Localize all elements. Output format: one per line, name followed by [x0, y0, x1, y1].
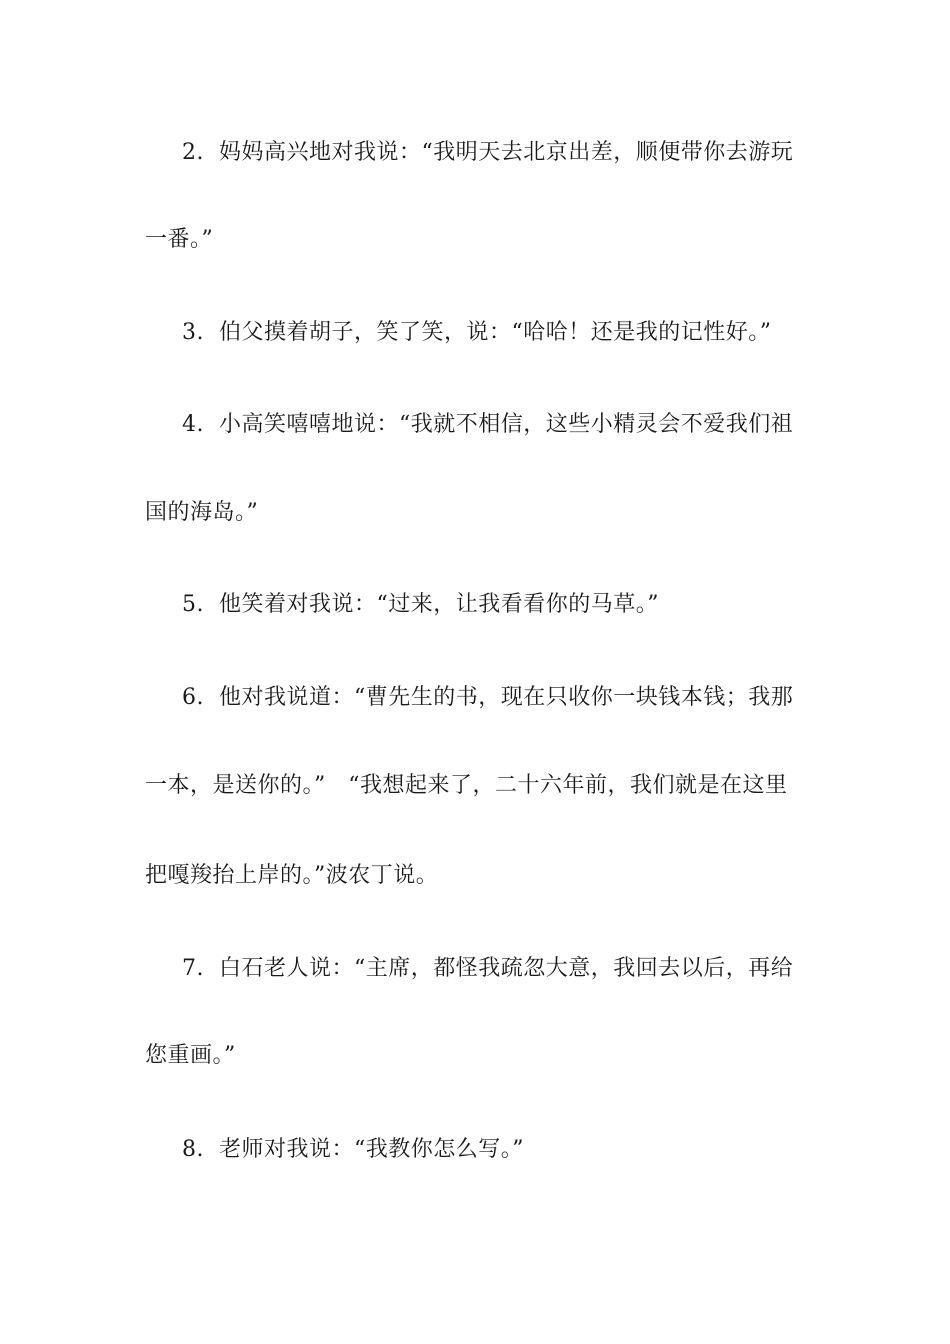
item-text: 小高笑嘻嘻地说：“我就不相信，这些小精灵会不爱我们祖: [219, 412, 794, 437]
item-number: 4.: [182, 412, 204, 437]
item-text: 国的海岛。”: [145, 500, 259, 525]
item-number: 2.: [182, 140, 204, 165]
item-4-line-1: [182, 410, 852, 440]
item-6-line-1: [182, 683, 852, 713]
item-text: 您重画。”: [145, 1043, 236, 1068]
item-text: 老师对我说：“我教你怎么写。”: [219, 1137, 524, 1162]
item-3-line-1: [182, 318, 852, 348]
item-4-line-2: [145, 498, 815, 528]
item-text: 一番。”: [145, 227, 214, 252]
item-2-line-1: [182, 138, 852, 168]
item-text: 一本，是送你的。” “我想起来了，二十六年前，我们就是在这里: [145, 773, 788, 798]
item-6-line-2: [145, 771, 815, 801]
item-number: 7.: [182, 956, 204, 981]
item-7-line-1: [182, 954, 852, 984]
item-number: 8.: [182, 1137, 204, 1162]
item-text: 他对我说道：“曹先生的书，现在只收你一块钱本钱；我那: [219, 685, 794, 710]
item-5-line-1: [182, 590, 852, 620]
item-text: 伯父摸着胡子，笑了笑，说：“哈哈！还是我的记性好。”: [219, 320, 772, 345]
item-number: 6.: [182, 685, 204, 710]
item-2-line-2: [145, 225, 815, 255]
item-text: 他笑着对我说：“过来，让我看看你的马草。”: [219, 592, 659, 617]
item-text: 妈妈高兴地对我说：“我明天去北京出差，顺便带你去游玩: [219, 140, 794, 165]
item-8-line-1: [182, 1135, 852, 1165]
item-number: 5.: [182, 592, 204, 617]
item-text: 白石老人说：“主席，都怪我疏忽大意，我回去以后，再给: [219, 956, 794, 981]
item-7-line-2: [145, 1041, 815, 1071]
item-number: 3.: [182, 320, 204, 345]
item-6-line-3: [145, 861, 815, 891]
item-text: 把嘎羧抬上岸的。”波农丁说。: [145, 863, 439, 888]
